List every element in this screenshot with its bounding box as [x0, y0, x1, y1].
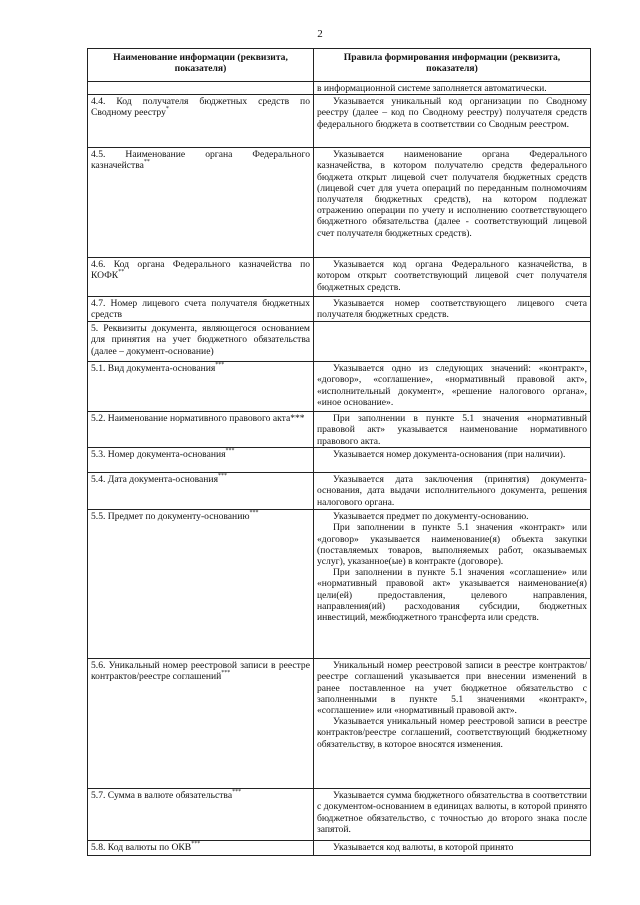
table-row — [88, 322, 591, 362]
requisites-table — [87, 48, 591, 856]
rule-paragraph: При заполнении в пункте 5.1 значения «контракт» или «договор» указывается наименование(я) объекта закупки (поставляемых товаров, выполняемых работ, оказываемых услуг), указанное(ые) в контракте (договоре). — [317, 522, 587, 568]
rule-paragraph: Указывается код органа Федерального казначейства, в котором открыт соответствующий лицевой счет получателя бюджетных средств. — [317, 259, 587, 293]
page-number: 2 — [317, 28, 323, 40]
rule-paragraph: Указывается предмет по документу-основанию. — [333, 511, 529, 523]
table-body — [88, 82, 591, 856]
info-name-cell — [88, 841, 314, 856]
info-name-cell — [88, 82, 314, 95]
footnote-mark: * — [165, 106, 169, 113]
table-row — [88, 95, 591, 148]
footnote-mark: *** — [232, 789, 242, 796]
table-row — [88, 448, 591, 473]
info-name-cell — [88, 473, 314, 510]
header-info-name: Наименование информации (реквизита, показателя) — [88, 49, 314, 82]
rule-paragraph: Указывается дата заключения (принятия) документа-основания, дата выдачи исполнительного документа, решения налогового органа. — [317, 474, 587, 508]
table-row — [88, 362, 591, 412]
footnote-mark: ** — [118, 269, 125, 276]
rule-cell — [314, 95, 591, 148]
rule-paragraph: Указывается наименование органа Федерального казначейства, в котором получателю средств федерального бюджета открыт лицевой счет получателя бюджетных средств (лицевой счет для учета операций по переданным полномочиям получателя бюджетных средств), на котором подлежат отражению операции по учету и исполнению соответствующего бюджетного обязательства (далее - соответствующий лицевой счет получателя бюджетных средств). — [317, 149, 587, 239]
table-row — [88, 841, 591, 856]
footnote-mark: *** — [225, 448, 235, 455]
table-row — [88, 258, 591, 297]
header-rules: Правила формирования информации (реквизита, показателя) — [314, 49, 591, 82]
rule-paragraph: Указывается номер соответствующего лицевого счета получателя бюджетных средств. — [317, 298, 587, 321]
info-name-text: 4.5. Наименование органа Федерального казначейства — [91, 149, 310, 172]
info-name-text: 5. Реквизиты документа, являющегося основанием для принятия на учет бюджетного обязательства (далее – документ-основание) — [91, 323, 310, 357]
table-row — [88, 789, 591, 841]
info-name-cell — [88, 297, 314, 322]
info-name-cell — [88, 659, 314, 789]
info-name-text: 5.6. Уникальный номер реестровой записи в реестре контрактов/реестре соглашений — [91, 660, 310, 683]
info-name-cell — [88, 448, 314, 473]
rule-cell — [314, 789, 591, 841]
table-row — [88, 659, 591, 789]
info-name-cell — [88, 95, 314, 148]
footnote-mark: *** — [215, 362, 225, 369]
rule-cell — [314, 362, 591, 412]
table-row — [88, 412, 591, 448]
info-name-cell — [88, 362, 314, 412]
info-name-text: 5.4. Дата документа-основания — [91, 474, 218, 486]
info-name-cell — [88, 148, 314, 258]
footnote-mark: *** — [217, 473, 227, 480]
info-name-text: 5.7. Сумма в валюте обязательства — [91, 790, 233, 802]
rule-cell — [314, 473, 591, 510]
rule-cell — [314, 297, 591, 322]
rule-paragraph: При заполнении в пункте 5.1 значения «нормативный правовой акт» указывается наименование нормативного правового акта. — [317, 413, 587, 447]
info-name-text: 5.3. Номер документа-основания — [91, 449, 226, 461]
info-name-cell — [88, 322, 314, 362]
rule-paragraph: в информационной системе заполняется автоматически. — [317, 83, 547, 94]
footnote-mark: *** — [249, 510, 259, 517]
rule-paragraph: При заполнении в пункте 5.1 значения «соглашение» или «нормативный правовой акт» указывается наименование(я) цели(ей) предоставления, целевого направления, направления(ий) расходования субсидии, бюджетных инвестиций, межбюджетного трансферта или средств. — [317, 567, 587, 624]
rule-paragraph: Указывается уникальный номер реестровой записи в реестре контрактов/реестре соглашений, соответствующий бюджетному обязательству, в которое вносятся изменения. — [317, 716, 587, 750]
rule-cell — [314, 82, 591, 95]
info-name-text: 5.8. Код валюты по ОКВ — [91, 842, 192, 854]
table-row — [88, 473, 591, 510]
rule-paragraph: Указывается одно из следующих значений: «контракт», «договор», «соглашение», «нормативный правовой акт», «исполнительный документ», «решение налогового органа», «иное основание». — [317, 363, 587, 408]
table-row — [88, 82, 591, 95]
footnote-mark: ** — [143, 159, 150, 166]
rule-paragraph: Указывается уникальный код организации по Сводному реестру (далее – код по Сводному реестру) получателя средств федерального бюджета в соответствии со Сводным реестром. — [317, 96, 587, 130]
rule-paragraph: Указывается сумма бюджетного обязательства в соответствии с документом-основанием в единицах валюты, в которой принято бюджетное обязательство, с точностью до второго знака после запятой. — [317, 790, 587, 835]
info-name-cell — [88, 258, 314, 297]
rule-paragraph: Указывается номер документа-основания (при наличии). — [333, 449, 566, 461]
rule-cell — [314, 659, 591, 789]
rule-cell — [314, 148, 591, 258]
table-header-row — [88, 49, 591, 82]
table-row — [88, 510, 591, 659]
info-name-text: 4.6. Код органа Федерального казначейства по КОФК — [91, 259, 310, 282]
footnote-mark: *** — [191, 841, 201, 848]
rule-paragraph: Уникальный номер реестровой записи в реестре контрактов/реестре соглашений указывается при внесении изменений в ранее поставленное на учет бюджетное обязательство с заполненными в пункте 5.1 значениями «контракт», «соглашение» или «нормативный правовой акт». — [317, 660, 587, 717]
info-name-cell — [88, 412, 314, 448]
info-name-text: 4.4. Код получателя бюджетных средств по Сводному реестру — [91, 96, 310, 119]
info-name-text: 4.7. Номер лицевого счета получателя бюджетных средств — [91, 298, 310, 321]
rule-cell — [314, 448, 591, 473]
footnote-mark: *** — [221, 670, 231, 677]
info-name-cell — [88, 789, 314, 841]
rule-cell — [314, 258, 591, 297]
info-name-cell — [88, 510, 314, 659]
rule-cell — [314, 510, 591, 659]
info-name-text: 5.1. Вид документа-основания — [91, 363, 216, 375]
rule-cell — [314, 841, 591, 856]
table-row — [88, 148, 591, 258]
info-name-text: 5.2. Наименование нормативного правового акта*** — [91, 413, 305, 425]
table-row — [88, 297, 591, 322]
rule-paragraph: Указывается код валюты, в которой принято — [333, 842, 514, 854]
info-name-text: 5.5. Предмет по документу-основанию — [91, 511, 250, 523]
rule-cell — [314, 412, 591, 448]
rule-cell — [314, 322, 591, 362]
